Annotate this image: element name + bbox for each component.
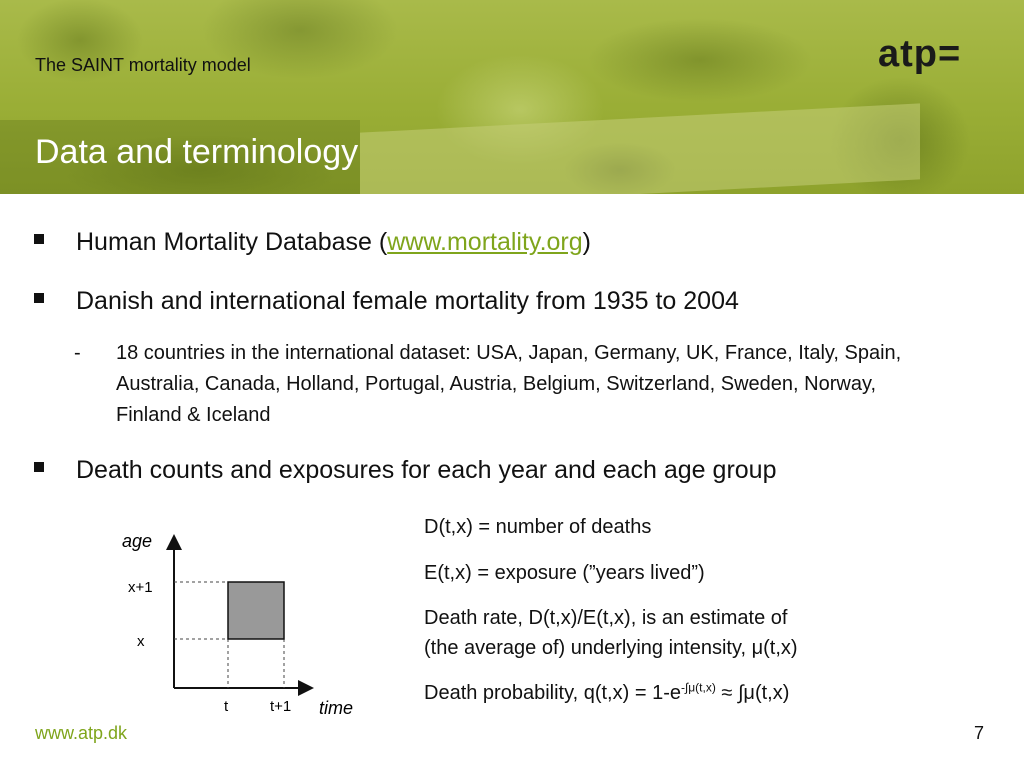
footer-url-link[interactable]: www.atp.dk [35,723,128,743]
probability-suffix: ∫μ(t,x) [737,682,790,704]
probability-exponent: -∫μ(t,x) [680,680,716,695]
y-axis-label: age [122,531,153,551]
deaths-definition: D(t,x) = number of deaths [424,516,652,538]
approx-symbol: ≈ [721,682,733,704]
bullet-text-suffix: ) [582,228,591,256]
exposure-definition: E(t,x) = exposure (”years lived”) [424,562,705,584]
dash-marker: - [74,342,81,364]
y-tick-x1: x+1 [128,579,153,596]
presentation-subtitle: The SAINT mortality model [35,55,251,75]
death-rate-line2: (the average of) underlying intensity, μ(t,x) [424,637,798,659]
y-tick-x: x [137,633,145,650]
bullet-text: Human Mortality Database ( [76,228,388,256]
atp-logo-text: atp= [878,40,962,75]
slide-title: Data and terminology [35,133,359,171]
bullet-square-icon [34,462,44,472]
death-cell [228,582,284,639]
x-axis-label: time [319,698,354,718]
bullet-square-icon [34,234,44,244]
death-probability [424,678,944,709]
header-banner [0,0,1024,194]
atp-logo [878,40,990,82]
lexis-diagram [100,522,380,722]
page-number: 7 [974,723,985,743]
x-tick-t: t [224,698,229,715]
sub-bullet-text: 18 countries in the international dataset: USA, Japan, Germany, UK, France, Italy, Spain, Australia, Canada, Holland, Portugal, Austria, Belgium, Switzerland, Sweden, Norway, Finland & Iceland [116,342,902,426]
death-rate-line1: Death rate, D(t,x)/E(t,x), is an estimate of [424,607,788,629]
bullet-text: Death counts and exposures for each year and each age group [76,456,777,484]
header-photo-band [360,103,920,194]
probability-prefix: Death probability, q(t,x) = 1-e [424,682,681,704]
x-tick-t1: t+1 [270,698,292,715]
bullet-text: Danish and international female mortality from 1935 to 2004 [76,287,739,315]
bullet-square-icon [34,293,44,303]
mortality-org-link[interactable]: www.mortality.org [387,228,583,256]
